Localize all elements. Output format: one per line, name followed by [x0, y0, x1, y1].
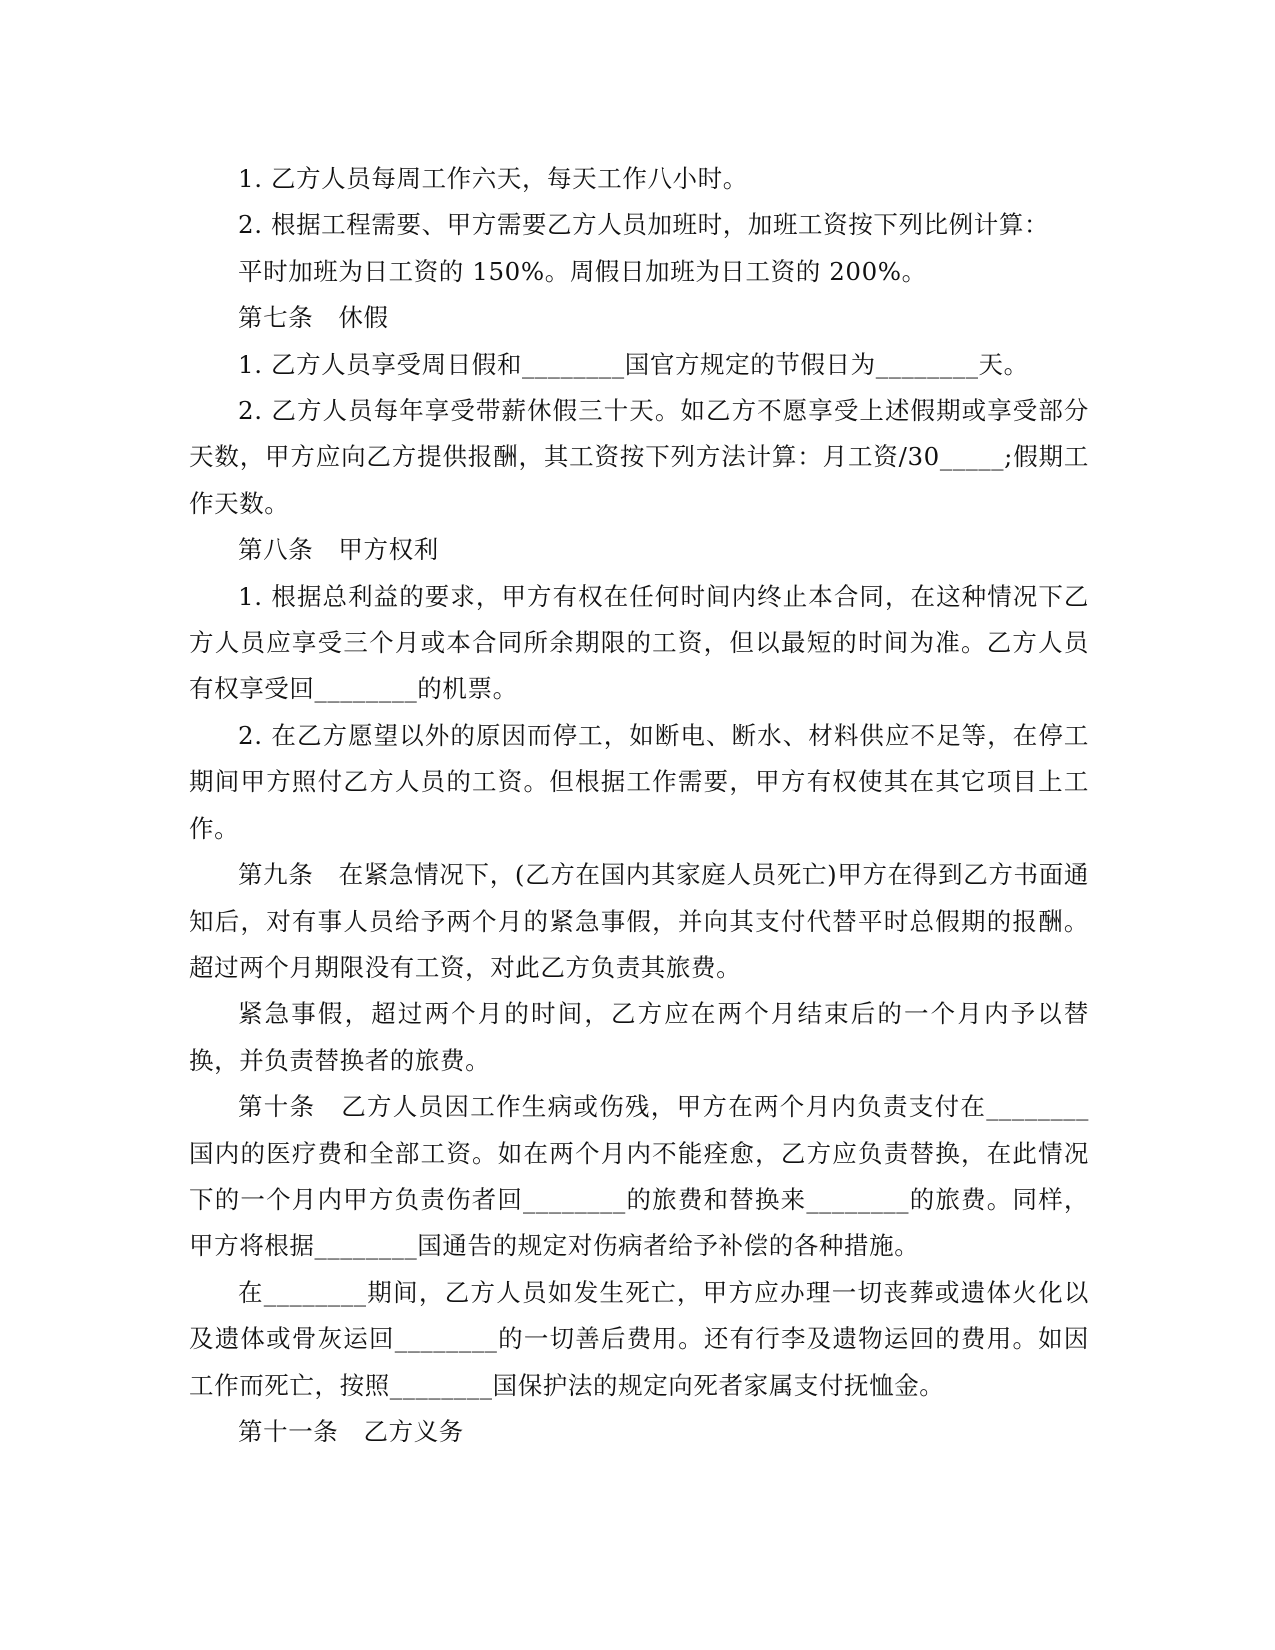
paragraph-overtime-rates: 平时加班为日工资的 150%。周假日加班为日工资的 200%。 — [238, 256, 927, 286]
article-11-heading: 第十一条 乙方义务 — [238, 1416, 464, 1446]
article-10-illness-injury: 第十条 乙方人员因工作生病或伤残，甲方在两个月内负责支付在________国内的医疗费和全部工资。如在两个月内不能痊愈，乙方应负责替换，在此情况下的一个月内甲方负责伤者回________的旅费和替换来________的旅费。同样，甲方将根据________国通告的规定对伤病者给予补偿的各种措施。 — [189, 1092, 1089, 1261]
paragraph-holidays: 1. 乙方人员享受周日假和________国官方规定的节假日为________天。 — [238, 349, 1029, 379]
paragraph-death: 在________期间，乙方人员如发生死亡，甲方应办理一切丧葬或遗体火化以及遗体或骨灰运回________的一切善后费用。还有行李及遗物运回的费用。如因工作而死亡，按照________国保护法的规定向死者家属支付抚恤金。 — [189, 1277, 1089, 1400]
paragraph-paid-leave: 2. 乙方人员每年享受带薪休假三十天。如乙方不愿享受上述假期或享受部分天数，甲方应向乙方提供报酬，其工资按下列方法计算：月工资/30_____;假期工作天数。 — [189, 396, 1089, 518]
paragraph-work-hours: 1. 乙方人员每周工作六天，每天工作八小时。 — [238, 164, 748, 193]
paragraph-emergency-replacement: 紧急事假，超过两个月的时间，乙方应在两个月结束后的一个月内予以替换，并负责替换者的旅费。 — [189, 999, 1089, 1075]
paragraph-work-stoppage: 2. 在乙方愿望以外的原因而停工，如断电、断水、材料供应不足等，在停工期间甲方照付乙方人员的工资。但根据工作需要，甲方有权使其在其它项目上工作。 — [189, 720, 1089, 843]
paragraph-termination: 1. 根据总利益的要求，甲方有权在任何时间内终止本合同，在这种情况下乙方人员应享受三个月或本合同所余期限的工资，但以最短的时间为准。乙方人员有权享受回________的机票。 — [189, 581, 1089, 704]
paragraph-overtime: 2. 根据工程需要、甲方需要乙方人员加班时，加班工资按下列比例计算： — [238, 210, 1050, 240]
article-7-heading: 第七条 休假 — [238, 303, 389, 333]
article-8-heading: 第八条 甲方权利 — [238, 535, 439, 565]
article-9-emergency-leave: 第九条 在紧急情况下，(乙方在国内其家庭人员死亡)甲方在得到乙方书面通知后，对有事人员给予两个月的紧急事假，并向其支付代替平时总假期的报酬。超过两个月期限没有工资，对此乙方负责其旅费。 — [189, 860, 1089, 982]
document-body — [189, 156, 1089, 1455]
